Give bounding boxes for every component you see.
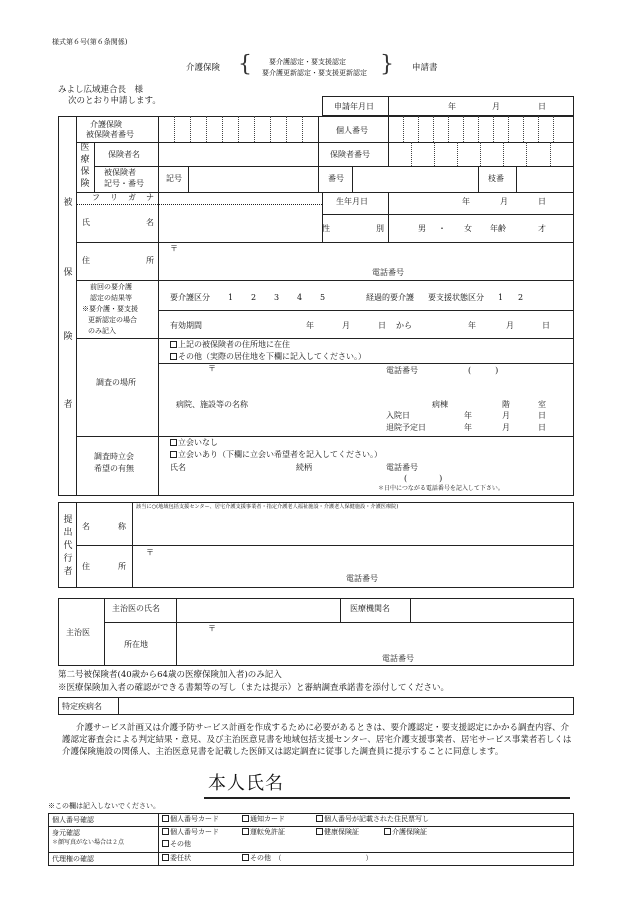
care-level-5: 5 — [320, 293, 326, 302]
ward-label: 病棟 — [432, 400, 448, 409]
doctor-postal: 〒 — [208, 624, 216, 633]
period-kara: から — [396, 321, 412, 330]
agent-name-label-2: 称 — [118, 522, 126, 531]
name-label-1: 氏 — [82, 218, 90, 227]
period-to-year: 年 — [468, 321, 476, 330]
sex-label-2: 別 — [376, 224, 384, 233]
date-day-unit: 日 — [538, 102, 546, 111]
form-number: 様式第６号(第６条関係) — [52, 38, 128, 46]
agent-address-label-2: 所 — [118, 562, 126, 571]
checkbox-icon[interactable] — [170, 439, 177, 446]
check-id-personal-card[interactable]: 個人番号カード — [162, 828, 219, 836]
left-brace-icon: { — [238, 52, 252, 77]
agent-label-5: 者 — [63, 567, 73, 577]
checkbox-icon[interactable] — [242, 828, 249, 835]
identity-check-label: 身元確認 — [52, 829, 80, 837]
second-insured-note: 第二号被保険者(40歳から64歳の医療保険加入者)のみ記入 — [58, 670, 282, 680]
care-level-4: 4 — [297, 293, 303, 302]
sex-female: 女 — [464, 224, 472, 233]
second-insured-attachment-note: ※医療保険加入者の確認ができる書類等の写し（または提示）と審納調査承諾書を添付してください。 — [58, 683, 450, 693]
check-health-insurance-card[interactable]: 健康保険証 — [316, 828, 359, 836]
medical-label-2: 療 — [80, 155, 90, 165]
institution-label: 医療機関名 — [350, 604, 390, 613]
insured-label-2: 保 — [63, 268, 73, 278]
address-label-2: 所 — [146, 256, 154, 265]
previous-label-3: ※要介護・要支援 — [82, 305, 138, 313]
checkbox-icon[interactable] — [162, 815, 169, 822]
sex-label-1: 性 — [322, 224, 330, 233]
room-label: 室 — [538, 400, 546, 409]
insured-label-4: 者 — [63, 400, 73, 410]
agent-label-4: 行 — [63, 554, 73, 564]
symbol-label-1: 被保険者 — [104, 168, 136, 177]
consent-text: 介護サービス計画又は介護予防サービス計画を作成するために必要があるときは、要介護認定・要支援認定にかかる調査内容、介護認定審査会による判定結果・意見、及び主治医意見書を地域包括支援センター、居宅介護支援事業者、居宅サービス事業者若しくは介護保険施設の関係人、主治医意見書を記載した医師又は認定調査に従事した調査員に提示することに同意します。 — [62, 723, 572, 757]
previous-label-2: 認定の結果等 — [90, 294, 132, 302]
option-renewal: 要介護更新認定・要支援更新認定 — [262, 69, 367, 77]
personal-no-check-label: 個人番号確認 — [52, 816, 94, 824]
check-drivers-license[interactable]: 運転免許証 — [242, 828, 285, 836]
agent-address-label-1: 住 — [82, 562, 90, 571]
period-from-year: 年 — [306, 321, 314, 330]
attend-label-2: 希望の有無 — [94, 464, 134, 473]
check-care-insurance-card[interactable]: 介護保険証 — [384, 828, 427, 836]
support-level-1: 1 — [498, 293, 504, 302]
specified-disease-row — [58, 697, 574, 715]
attend-opt-1[interactable]: 立会いなし — [170, 438, 218, 447]
specified-disease-label: 特定疾病名 — [62, 702, 102, 711]
previous-label-1: 前回の要介護 — [90, 283, 132, 291]
kigou-label: 記号 — [166, 174, 182, 183]
insured-label-1: 被 — [63, 198, 73, 208]
survey-phone-label: 電話番号 — [386, 366, 418, 375]
office-use-note: ※この欄は記入しないでください。 — [48, 802, 160, 810]
care-level-1: 1 — [228, 293, 234, 302]
discharge-year: 年 — [464, 423, 472, 432]
date-label: 申請年月日 — [334, 102, 374, 111]
address-postal: 〒 — [170, 244, 178, 253]
birth-year-unit: 年 — [462, 197, 470, 206]
insurer-no-label: 保険者番号 — [330, 150, 370, 159]
admission-month: 月 — [502, 411, 510, 420]
address-label-1: 住 — [82, 256, 90, 265]
form-suffix: 申請書 — [412, 63, 438, 73]
care-level-label: 要介護区分 — [170, 293, 210, 302]
age-unit: 才 — [538, 224, 546, 233]
hospital-name-label: 病院、施設等の名称 — [176, 400, 248, 409]
checkbox-icon[interactable] — [242, 815, 249, 822]
attend-relation-label: 続柄 — [296, 463, 312, 472]
attend-name-label: 氏名 — [170, 463, 186, 472]
option-initial: 要介護認定・要支援認定 — [269, 58, 346, 66]
check-personal-card[interactable]: 個人番号カード — [162, 815, 219, 823]
care-level-2: 2 — [251, 293, 257, 302]
checkbox-icon[interactable] — [170, 353, 177, 360]
edaban-label: 枝番 — [488, 174, 504, 183]
doctor-section-label: 主治医 — [66, 628, 90, 637]
date-month-unit: 月 — [492, 102, 500, 111]
sex-separator: ・ — [438, 224, 446, 233]
sex-male: 男 — [418, 224, 426, 233]
agent-label-2: 出 — [63, 528, 73, 538]
checkbox-icon[interactable] — [384, 828, 391, 835]
service-label: 介護保険 — [186, 63, 221, 73]
checkbox-icon[interactable] — [242, 854, 249, 861]
birth-day-unit: 日 — [538, 197, 546, 206]
medical-label-1: 医 — [80, 143, 90, 153]
symbol-label-2: 記号・番号 — [104, 179, 144, 188]
survey-postal: 〒 — [208, 364, 216, 373]
attend-label-1: 調査時立会 — [94, 452, 134, 461]
attend-phone-note: ＊日中につながる電話番号を記入して下さい。 — [378, 485, 504, 492]
period-to-month: 月 — [506, 321, 514, 330]
addressee: みよし広域連合長 様 — [58, 85, 144, 95]
checkbox-icon[interactable] — [170, 451, 177, 458]
name-label-2: 名 — [146, 218, 154, 227]
check-notification-card[interactable]: 通知カード — [242, 815, 285, 823]
right-brace-icon: } — [380, 52, 394, 77]
insurer-name-label: 保険者名 — [108, 150, 140, 159]
survey-opt-1[interactable]: 上記の被保険者の住所地に在住 — [170, 340, 290, 349]
agent-label-1: 提 — [63, 515, 73, 525]
agent-category-note: 該当に○(地域包括支援センター、居宅介護支援事業者・指定介護老人福祉施設・介護老人保健施設・介護医療院) — [136, 504, 399, 510]
furigana-label: フ リ ガ ナ — [92, 193, 155, 202]
birth-month-unit: 月 — [500, 197, 508, 206]
period-from-day: 日 — [378, 321, 386, 330]
check-resident-record[interactable]: 個人番号が記載された住民票写し — [316, 815, 429, 823]
checkbox-icon[interactable] — [162, 828, 169, 835]
discharge-month: 月 — [502, 423, 510, 432]
checkbox-icon[interactable] — [162, 854, 169, 861]
insured-no-label-1: 介護保険 — [90, 120, 122, 129]
previous-label-5: のみ記入 — [88, 327, 116, 335]
insured-label-3: 険 — [63, 332, 73, 342]
signature-label: 本人氏名 — [208, 773, 284, 794]
admission-label: 入院日 — [386, 411, 410, 420]
period-to-day: 日 — [542, 321, 550, 330]
doctor-location-label: 所在地 — [124, 640, 148, 649]
request-statement: 次のとおり申請します。 — [68, 96, 161, 106]
attend-opt-2[interactable]: 立会いあり（下欄に立会い希望者を記入してください。） — [170, 450, 382, 459]
age-label: 年齢 — [490, 224, 506, 233]
agent-name-label-1: 名 — [82, 522, 90, 531]
check-id-other[interactable]: その他 — [162, 840, 191, 848]
checkbox-icon[interactable] — [316, 815, 323, 822]
survey-place-label: 調査の場所 — [96, 378, 136, 387]
personal-no-label: 個人番号 — [336, 126, 368, 135]
previous-label-4: 更新認定の場合 — [88, 316, 137, 324]
agent-phone-label: 電話番号 — [346, 574, 378, 583]
medical-label-4: 険 — [80, 179, 90, 189]
bangou-label: 番号 — [328, 174, 344, 183]
address-phone-label: 電話番号 — [372, 268, 404, 277]
discharge-label: 退院予定日 — [386, 423, 426, 432]
floor-label: 階 — [502, 400, 510, 409]
doctor-phone-label: 電話番号 — [382, 654, 414, 663]
date-year-unit: 年 — [448, 102, 456, 111]
proxy-check-label: 代理権の確認 — [52, 855, 94, 863]
insured-no-label-2: 被保険者番号 — [86, 130, 134, 139]
medical-label-3: 保 — [80, 167, 90, 177]
birth-label: 生年月日 — [336, 197, 368, 206]
agent-postal: 〒 — [146, 548, 154, 557]
doctor-name-label: 主治医の氏名 — [112, 604, 160, 613]
check-power-of-attorney[interactable]: 委任状 — [162, 854, 191, 862]
checkbox-icon[interactable] — [316, 828, 323, 835]
care-level-3: 3 — [274, 293, 280, 302]
identity-check-sub: ＊顔写真がない場合は２点 — [52, 839, 125, 846]
support-level-2: 2 — [518, 293, 524, 302]
checkbox-icon[interactable] — [170, 341, 177, 348]
support-level-label: 要支援状態区分 — [428, 293, 484, 302]
period-from-month: 月 — [342, 321, 350, 330]
admission-year: 年 — [464, 411, 472, 420]
agent-label-3: 代 — [63, 541, 73, 551]
attend-phone-label: 電話番号 — [386, 463, 418, 472]
survey-phone-paren: ( ) — [468, 366, 499, 375]
admission-day: 日 — [538, 411, 546, 420]
transitional-care-label: 経過的要介護 — [366, 293, 414, 302]
attend-phone-paren: ( ) — [404, 474, 443, 483]
survey-opt-2[interactable]: その他（実際の居住地を下欄に記入してください。） — [170, 352, 366, 361]
discharge-day: 日 — [538, 423, 546, 432]
valid-period-label: 有効期間 — [170, 321, 202, 330]
checkbox-icon[interactable] — [162, 840, 169, 847]
check-proxy-other[interactable]: その他 （ ） — [242, 854, 373, 862]
